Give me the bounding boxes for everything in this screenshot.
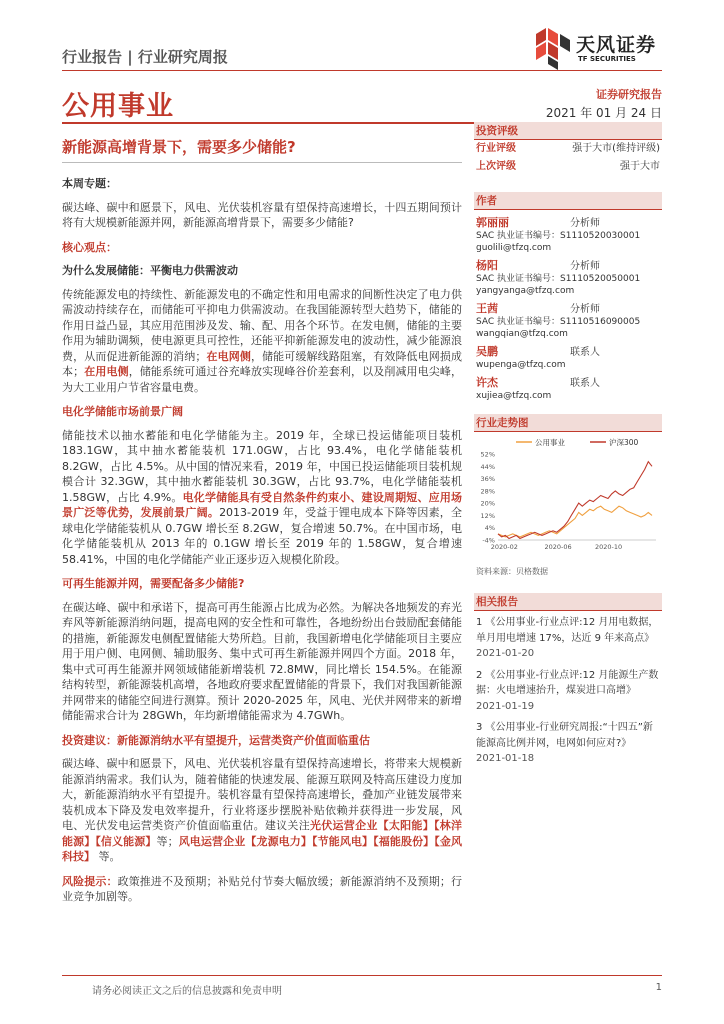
author-role: 联系人 — [570, 378, 600, 389]
author-email[interactable]: guolili@tfzq.com — [476, 243, 552, 253]
prev-rating-value: 强于大市 — [620, 161, 660, 172]
logo-text: 天风证券 — [576, 34, 657, 56]
authors-heading: 作者 — [474, 192, 662, 210]
related-report-date: 2021-01-20 — [476, 648, 535, 659]
y-tick-label: 20% — [480, 499, 495, 508]
report-title: 新能源高增背景下，需要多少储能? — [62, 138, 296, 156]
related-report-date: 2021-01-18 — [476, 753, 535, 764]
author-name: 许杰 — [476, 376, 498, 389]
y-tick-label: 44% — [480, 462, 495, 471]
author-email[interactable]: yangyanga@tfzq.com — [476, 286, 575, 296]
author-email[interactable]: wupenga@tfzq.com — [476, 360, 566, 370]
logo-mark-icon — [530, 24, 574, 72]
author-role: 分析师 — [570, 261, 600, 272]
footer-disclaimer[interactable]: 请务必阅读正文之后的信息披露和免责申明 — [92, 986, 282, 997]
author-role: 分析师 — [570, 218, 600, 229]
related-report-date: 2021-01-19 — [476, 700, 535, 712]
weekly-topic-text: 碳达峰、碳中和愿景下，风电、光伏装机容量有望保持高速增长，十四五期间预计将有大规模新能源并网，新能源高增背景下，需要多少储能? — [62, 200, 462, 229]
weekly-topic-heading: 本周专题： — [62, 177, 117, 190]
author-name: 王茜 — [476, 302, 498, 315]
trend-heading: 行业走势图 — [474, 414, 662, 432]
footer-divider — [62, 975, 662, 976]
sector-title: 公用事业 — [62, 91, 174, 122]
series-line — [498, 462, 652, 539]
x-tick-label: 2020-06 — [544, 543, 572, 551]
prev-rating-label: 上次评级 — [476, 161, 516, 172]
prev-rating-row — [474, 158, 662, 176]
y-tick-label: 52% — [480, 450, 495, 459]
author-email[interactable]: xujiea@tfzq.com — [476, 391, 552, 401]
legend-label: 公用事业 — [535, 438, 565, 447]
sidebar — [474, 122, 662, 773]
chart-source: 资料来源：贝格数据 — [476, 567, 548, 576]
related-report-item[interactable] — [476, 720, 660, 767]
authors-list — [474, 210, 662, 402]
industry-rating-row — [474, 140, 662, 158]
y-tick-label: 28% — [480, 487, 495, 496]
y-tick-label: 4% — [484, 524, 495, 533]
author-entry — [474, 343, 662, 371]
y-tick-label: 12% — [480, 511, 495, 520]
related-report-title[interactable]: 2 《公用事业-行业点评:12 月能源生产数据：火电增速抬升，煤炭进口高增》 — [476, 669, 659, 696]
author-role: 联系人 — [570, 347, 600, 358]
legend-label: 沪深300 — [609, 438, 639, 447]
section-paragraph-grid-connection: 在碳达峰、碳中和承诺下，提高可再生能源占比成为必然。为解决各地频发的弃光弃风等新能源消纳问题，提高电网的安全性和可靠性，各地纷纷出台鼓励配套储能的措施，新能源发电侧配置储能大势所趋。目前，我国新增电化学储能项目主要应用于用户侧、电网侧、辅助服务、集中式可再生新能源并网四个方面。2018 年，集中式可再生能源并网领域储能新增装机 72.8MW，同比增长 154.5%。在能源结构转型，新能源装机高增，各地政府要求配置储能的背景下，我们对我国新能源并网带来的储能空间进行测算。预计 2020-2025 年，风电、光伏并网带来的新增储能需求合计为 28GWh，年均新增储能需求为 4.7GWh。 — [62, 600, 462, 722]
x-tick-label: 2020-02 — [490, 543, 518, 551]
author-name: 杨阳 — [476, 259, 498, 272]
section-heading-why-storage: 为什么发展储能：平衡电力供需波动 — [62, 264, 238, 277]
author-entry — [474, 214, 662, 254]
author-role: 分析师 — [570, 304, 600, 315]
related-heading: 相关报告 — [474, 593, 662, 611]
rating-heading: 投资评级 — [474, 122, 662, 140]
industry-rating-label: 行业评级 — [476, 143, 516, 154]
y-tick-label: 36% — [480, 475, 495, 484]
author-cert: SAC 执业证书编号：S1110520050001 — [476, 274, 641, 284]
series-line — [498, 506, 652, 537]
related-report-item[interactable] — [476, 668, 660, 715]
title-underline — [62, 162, 462, 163]
author-cert: SAC 执业证书编号：S1110520030001 — [476, 231, 641, 241]
section-paragraph-electrochemical: 储能技术以抽水蓄能和电化学储能为主。2019 年，全球已投运储能项目装机 183.1GW，其中抽水蓄能装机 171.0GW，占比 93.4%，电化学储能装机 8.2GW，占比 4.5%。从中国的情况来看，2019 年，中国已投运储能项目装机规模合计 32.3GW，其中抽水蓄能装机 30.3GW，占比 93.7%，电化学储能装机 1.58GW，占比 4.9%。电化学储能具有受自然条件约束小、建设周期短、应用场景广泛等优势，发展前景广阔。2013-2019 年，受益于锂电成本下降等因素，全球电化学储能装机从 0.7GW 增长至 8.2GW，复合增速 50.7%。在中国市场，电化学储能装机从 2013 年的 0.1GW 增长至 2019 年的 1.58GW，复合增速 58.41%，中国的电化学储能产业正逐步迈入规模化阶段。 — [62, 428, 463, 566]
author-entry — [474, 374, 662, 402]
author-name: 郭丽丽 — [476, 216, 509, 229]
industry-rating-value: 强于大市(维持评级) — [572, 143, 660, 154]
author-entry — [474, 257, 662, 297]
industry-trend-chart — [474, 432, 662, 572]
related-report-title[interactable]: 3 《公用事业-行业研究周报:“十四五”新能源高比例并网，电网如何应对?》 — [476, 722, 653, 749]
author-entry — [474, 300, 662, 340]
y-tick-label: -4% — [482, 536, 495, 545]
header-divider — [62, 70, 662, 71]
section-paragraph-why-storage: 传统能源发电的持续性、新能源发电的不确定性和用电需求的间断性决定了电力供需波动持续存在，而储能可平抑电力供需波动。在我国能源转型大趋势下，储能的作用日益凸显，其应用范围涉及发、输、配、用各个环节。在发电侧，储能的主要作用为辅助调频，使电源更具可控性，还能平抑新能源发电的波动性，减少能源浪费，从而促进新能源的消纳；在电网侧，储能可缓解线路阻塞，有效降低电网损成本；在用电侧，储能系统可通过谷充峰放实现峰谷价差套利，以及削减用电尖峰，为大工业用户节省容量电费。 — [62, 287, 463, 394]
author-email[interactable]: wangqian@tfzq.com — [476, 329, 568, 339]
report-category: 行业报告 | 行业研究周报 — [62, 48, 228, 66]
trend-chart-svg — [474, 432, 662, 560]
report-type: 证券研究报告 — [596, 88, 662, 101]
section-heading-investment: 投资建议：新能源消纳水平有望提升，运营类资产价值面临重估 — [62, 733, 370, 747]
x-tick-label: 2020-10 — [595, 543, 623, 551]
risk-warning: 风险提示：政策推进不及预期；补贴兑付节奏大幅放缓；新能源消纳不及预期；行业竞争加剧等。 — [62, 874, 463, 903]
section-heading-grid-connection: 可再生能源并网，需要配备多少储能? — [62, 577, 245, 590]
author-cert: SAC 执业证书编号：S1110516090005 — [476, 317, 641, 327]
report-date: 2021 年 01 月 24 日 — [545, 106, 662, 120]
page-number: 1 — [655, 982, 662, 993]
main-content — [62, 176, 462, 914]
related-reports-list — [474, 611, 662, 767]
section-heading-electrochemical: 电化学储能市场前景广阔 — [62, 405, 183, 418]
logo-english-text: TF SECURITIES — [578, 55, 636, 63]
company-logo — [530, 24, 670, 76]
related-report-title[interactable]: 1 《公用事业-行业点评:12 月用电数据，单月用电增速 17%，达近 9 年来高点》 — [476, 617, 659, 644]
section-paragraph-investment: 碳达峰、碳中和愿景下，风电、光伏装机容量有望保持高速增长，将带来大规模新能源消纳需求。我们认为，随着储能的快速发展、能源互联网及特高压建设力度加大，新能源消纳水平有望提升。装机容量有望保持高速增长，叠加产业链发展带来装机成本下降及发电效率提升，行业将逐步摆脱补贴依赖并获得进一步发展，风电、光伏发电运营类资产价值面临重估。建议关注光伏运营企业【太阳能】【林洋能源】【信义能源】等；风电运营企业【龙源电力】【节能风电】【福能股份】【金风科技】 等。 — [62, 757, 463, 863]
core-views-heading: 核心观点： — [62, 240, 117, 254]
related-report-item[interactable] — [476, 615, 660, 662]
author-name: 吴鹏 — [476, 345, 498, 358]
